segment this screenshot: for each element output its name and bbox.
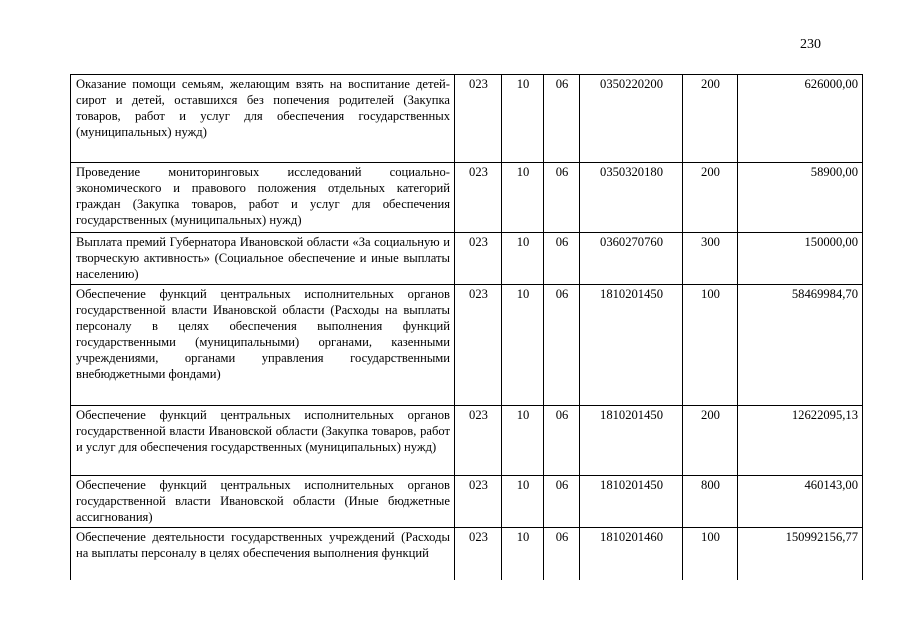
row-section: 10 (502, 528, 544, 580)
table-row (71, 75, 863, 163)
row-admin-code: 023 (455, 233, 502, 285)
row-subsection: 06 (544, 285, 580, 406)
row-expense-type: 100 (683, 285, 738, 406)
row-description: Обеспечение функций центральных исполнительных органов государственной власти Ивановской области (Расходы на выплаты персоналу в целях обеспечения выполнения функций государственными (муниципальными) органами, казенными учреждениями, органами управления государственными внебюджетными фондами) (71, 285, 455, 406)
row-expense-type: 100 (683, 528, 738, 580)
row-section: 10 (502, 75, 544, 163)
row-admin-code: 023 (455, 75, 502, 163)
row-admin-code: 023 (455, 406, 502, 476)
table-row (71, 476, 863, 528)
row-amount: 58900,00 (738, 163, 863, 233)
table-row (71, 285, 863, 406)
row-expense-type: 300 (683, 233, 738, 285)
row-target-code: 0350320180 (580, 163, 683, 233)
page-number: 230 (800, 37, 821, 52)
row-description: Выплата премий Губернатора Ивановской области «За социальную и творческую активность» (Социальное обеспечение и иные выплаты населению) (71, 233, 455, 285)
row-description: Проведение мониторинговых исследований социально-экономического и правового положения отдельных категорий граждан (Закупка товаров, работ и услуг для обеспечения государственных (муниципальных) нужд) (71, 163, 455, 233)
row-target-code: 0360270760 (580, 233, 683, 285)
row-section: 10 (502, 406, 544, 476)
row-section: 10 (502, 476, 544, 528)
row-admin-code: 023 (455, 476, 502, 528)
row-description: Оказание помощи семьям, желающим взять на воспитание детей-сирот и детей, оставшихся без попечения родителей (Закупка товаров, работ и услуг для обеспечения государственных (муниципальных) нужд) (71, 75, 455, 163)
row-subsection: 06 (544, 528, 580, 580)
row-subsection: 06 (544, 163, 580, 233)
row-description: Обеспечение функций центральных исполнительных органов государственной власти Ивановской области (Иные бюджетные ассигнования) (71, 476, 455, 528)
row-target-code: 1810201460 (580, 528, 683, 580)
row-amount: 150000,00 (738, 233, 863, 285)
table-row (71, 528, 863, 580)
row-amount: 12622095,13 (738, 406, 863, 476)
table-row (71, 163, 863, 233)
row-description: Обеспечение функций центральных исполнительных органов государственной власти Ивановской области (Закупка товаров, работ и услуг для обеспечения государственных (муниципальных) нужд) (71, 406, 455, 476)
row-admin-code: 023 (455, 528, 502, 580)
row-admin-code: 023 (455, 163, 502, 233)
row-amount: 626000,00 (738, 75, 863, 163)
row-target-code: 1810201450 (580, 406, 683, 476)
row-target-code: 0350220200 (580, 75, 683, 163)
row-target-code: 1810201450 (580, 285, 683, 406)
table-row (71, 233, 863, 285)
table-row (71, 406, 863, 476)
row-expense-type: 200 (683, 75, 738, 163)
row-admin-code: 023 (455, 285, 502, 406)
row-subsection: 06 (544, 476, 580, 528)
row-expense-type: 800 (683, 476, 738, 528)
row-subsection: 06 (544, 406, 580, 476)
row-amount: 150992156,77 (738, 528, 863, 580)
row-expense-type: 200 (683, 163, 738, 233)
row-section: 10 (502, 285, 544, 406)
row-subsection: 06 (544, 233, 580, 285)
row-section: 10 (502, 163, 544, 233)
row-subsection: 06 (544, 75, 580, 163)
row-amount: 460143,00 (738, 476, 863, 528)
row-expense-type: 200 (683, 406, 738, 476)
row-section: 10 (502, 233, 544, 285)
row-target-code: 1810201450 (580, 476, 683, 528)
budget-table (70, 74, 863, 580)
row-description: Обеспечение деятельности государственных учреждений (Расходы на выплаты персоналу в целях обеспечения выполнения функций (71, 528, 455, 580)
row-amount: 58469984,70 (738, 285, 863, 406)
